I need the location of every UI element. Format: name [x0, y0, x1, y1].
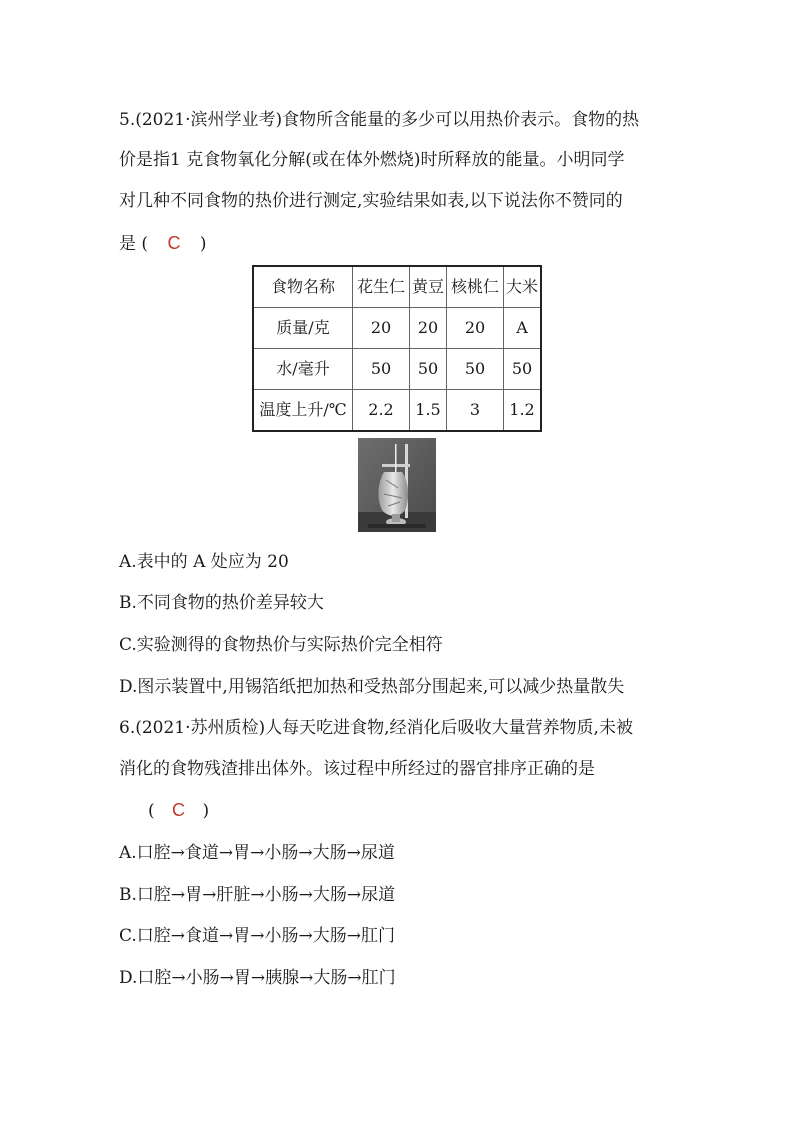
- table-header-cell: 食物名称: [253, 266, 353, 308]
- table-cell: 50: [410, 349, 447, 390]
- table-cell: 水/毫升: [253, 349, 353, 390]
- food-heat-table: [252, 265, 542, 432]
- q5-stem-line-2: 价是指1 克食物氧化分解(或在体外燃烧)时所释放的能量。小明同学: [119, 150, 625, 170]
- q5-prefix: 是 (: [119, 234, 149, 254]
- table-header-cell: 黄豆: [410, 266, 447, 308]
- q5-stem-line-1: 5.(2021·滨州学业考)食物所含能量的多少可以用热价表示。食物的热: [119, 110, 640, 130]
- calorimeter-apparatus-photo: [358, 438, 436, 532]
- table-cell: 1.2: [504, 390, 542, 432]
- q5-answer: C: [167, 233, 181, 253]
- table-cell: 1.5: [410, 390, 447, 432]
- q6-answer: C: [172, 800, 186, 820]
- table-cell: 20: [410, 308, 447, 349]
- table-cell: 3: [447, 390, 504, 432]
- table-cell: 2.2: [353, 390, 410, 432]
- table-cell: 50: [504, 349, 542, 390]
- table-header-cell: 大米: [504, 266, 542, 308]
- table-row: [253, 349, 541, 390]
- table-cell: 20: [353, 308, 410, 349]
- q5-close-paren: ): [199, 234, 207, 254]
- table-header-cell: 花生仁: [353, 266, 410, 308]
- q5-option-b: B.不同食物的热价差异较大: [119, 593, 324, 613]
- q5-option-c: C.实验测得的食物热价与实际热价完全相符: [119, 635, 443, 655]
- table-cell: 50: [353, 349, 410, 390]
- table-header-cell: 核桃仁: [447, 266, 504, 308]
- q5-option-d: D.图示装置中,用锡箔纸把加热和受热部分围起来,可以减少热量散失: [119, 677, 625, 697]
- q5-answer-line: [119, 231, 207, 256]
- table-cell: 20: [447, 308, 504, 349]
- table-row: [253, 390, 541, 432]
- table-cell: 质量/克: [253, 308, 353, 349]
- q6-option-d: D.口腔→小肠→胃→胰腺→大肠→肛门: [119, 968, 396, 988]
- q6-answer-line: [148, 798, 209, 823]
- q6-stem-line-2: 消化的食物残渣排出体外。该过程中所经过的器官排序正确的是: [119, 759, 595, 779]
- table-cell: 温度上升/℃: [253, 390, 353, 432]
- q6-open-paren: (: [148, 801, 155, 821]
- q6-stem-line-1: 6.(2021·苏州质检)人每天吃进食物,经消化后吸收大量营养物质,未被: [119, 718, 633, 738]
- table-cell: A: [504, 308, 542, 349]
- q5-stem-line-3: 对几种不同食物的热价进行测定,实验结果如表,以下说法你不赞同的: [119, 191, 623, 211]
- q6-close-paren: ): [202, 801, 210, 821]
- table-cell: 50: [447, 349, 504, 390]
- table-row: [253, 308, 541, 349]
- q5-option-a: A.表中的 A 处应为 20: [119, 552, 289, 572]
- table-header-row: [253, 266, 541, 308]
- q6-option-a: A.口腔→食道→胃→小肠→大肠→尿道: [119, 843, 395, 863]
- q6-option-c: C.口腔→食道→胃→小肠→大肠→肛门: [119, 926, 396, 946]
- q6-option-b: B.口腔→胃→肝脏→小肠→大肠→尿道: [119, 885, 396, 905]
